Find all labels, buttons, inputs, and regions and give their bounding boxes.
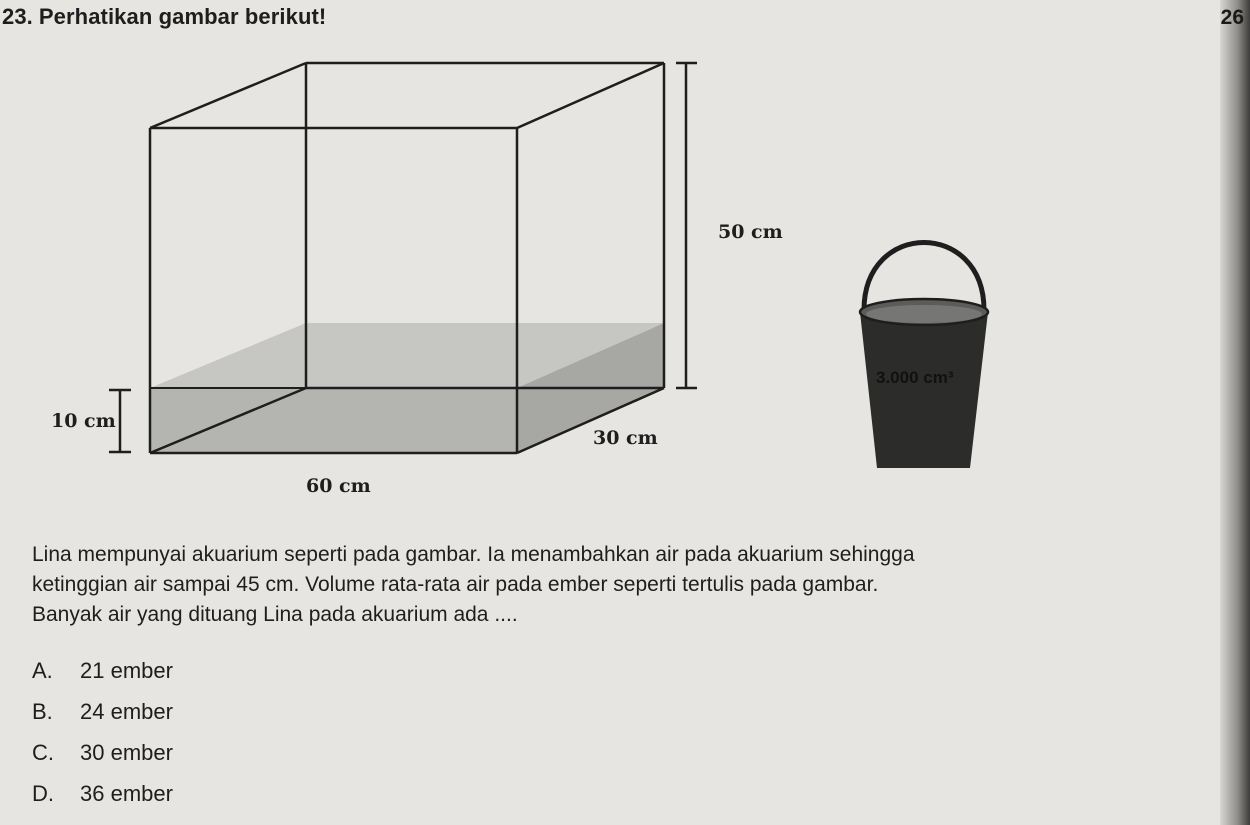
- option-text: 24 ember: [80, 699, 173, 724]
- option-letter: C.: [32, 740, 54, 765]
- water-level-label: 10 cm: [51, 410, 116, 432]
- width-label: 30 cm: [593, 427, 658, 449]
- water-front: [150, 388, 517, 453]
- height-dimension: [676, 63, 697, 388]
- bucket-illustration: [860, 243, 988, 469]
- question-text: [32, 540, 1242, 630]
- question-text-line-3: Banyak air yang dituang Lina pada akuarium ada ....: [32, 603, 518, 626]
- answer-options: [32, 650, 173, 814]
- bucket-body: [860, 312, 988, 468]
- length-label: 60 cm: [306, 475, 371, 497]
- height-label: 50 cm: [718, 221, 783, 243]
- option-text: 21 ember: [80, 658, 173, 683]
- question-number: 23.: [2, 4, 33, 29]
- option-text: 36 ember: [80, 781, 173, 806]
- bucket-volume-label: 3.000 cm³: [876, 368, 954, 387]
- option-text: 30 ember: [80, 740, 173, 765]
- option-b[interactable]: [32, 691, 173, 732]
- option-letter: B.: [32, 699, 53, 724]
- question-text-line-2: ketinggian air sampai 45 cm. Volume rata-rata air pada ember seperti tertulis pada gambar.: [32, 573, 879, 596]
- option-d[interactable]: [32, 773, 173, 814]
- bucket-water-surface: [866, 305, 982, 323]
- option-letter: D.: [32, 781, 54, 806]
- question-text-line-1: Lina mempunyai akuarium seperti pada gambar. Ia menambahkan air pada akuarium sehingga: [32, 543, 915, 566]
- option-letter: A.: [32, 658, 53, 683]
- option-a[interactable]: [32, 650, 173, 691]
- option-c[interactable]: [32, 732, 173, 773]
- page-number: 26: [1220, 6, 1244, 29]
- question-prompt: Perhatikan gambar berikut!: [38, 4, 327, 29]
